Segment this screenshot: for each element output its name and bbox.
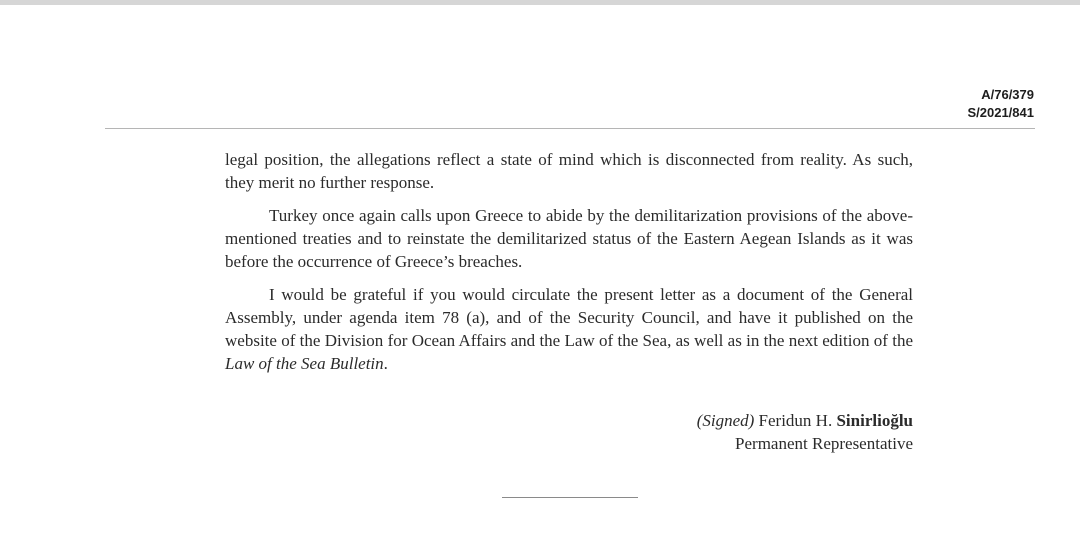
- circulation-request-end: .: [383, 354, 388, 373]
- header-divider: [105, 128, 1035, 129]
- signatory-surname: Sinirlioğlu: [836, 411, 913, 430]
- document-symbol-ga: A/76/379: [981, 87, 1034, 102]
- signatory-given-names: Feridun H.: [754, 411, 837, 430]
- signatory-title: Permanent Representative: [735, 434, 913, 453]
- signature-name-line: [697, 409, 913, 432]
- letter-body: [225, 148, 913, 385]
- circulation-request-text: I would be grateful if you would circulate the present letter as a document of the General Assembly, under agenda item 78 (a), and of the Security Council, and have it published on the website of the Division for Ocean Affairs and the Law of the Sea, as well as in the next edition of the: [225, 285, 913, 350]
- top-border-bar: [0, 0, 1080, 5]
- publication-title: Law of the Sea Bulletin: [225, 354, 384, 373]
- document-symbol-sc: S/2021/841: [967, 105, 1034, 120]
- paragraph-circulation-request: [225, 283, 913, 375]
- paragraph-demilitarization: Turkey once again calls upon Greece to abide by the demilitarization provisions of the above-mentioned treaties and to reinstate the demilitarized status of the Eastern Aegean Islands as it was before the occurrence of Greece’s breaches.: [225, 206, 913, 271]
- end-of-document-rule: [502, 497, 638, 498]
- document-symbols: [967, 86, 1034, 122]
- signed-label: (Signed): [696, 411, 755, 430]
- paragraph-continuation: legal position, the allegations reflect a state of mind which is disconnected from reality. As such, they merit no further response.: [225, 150, 913, 192]
- signature-block: [697, 409, 913, 455]
